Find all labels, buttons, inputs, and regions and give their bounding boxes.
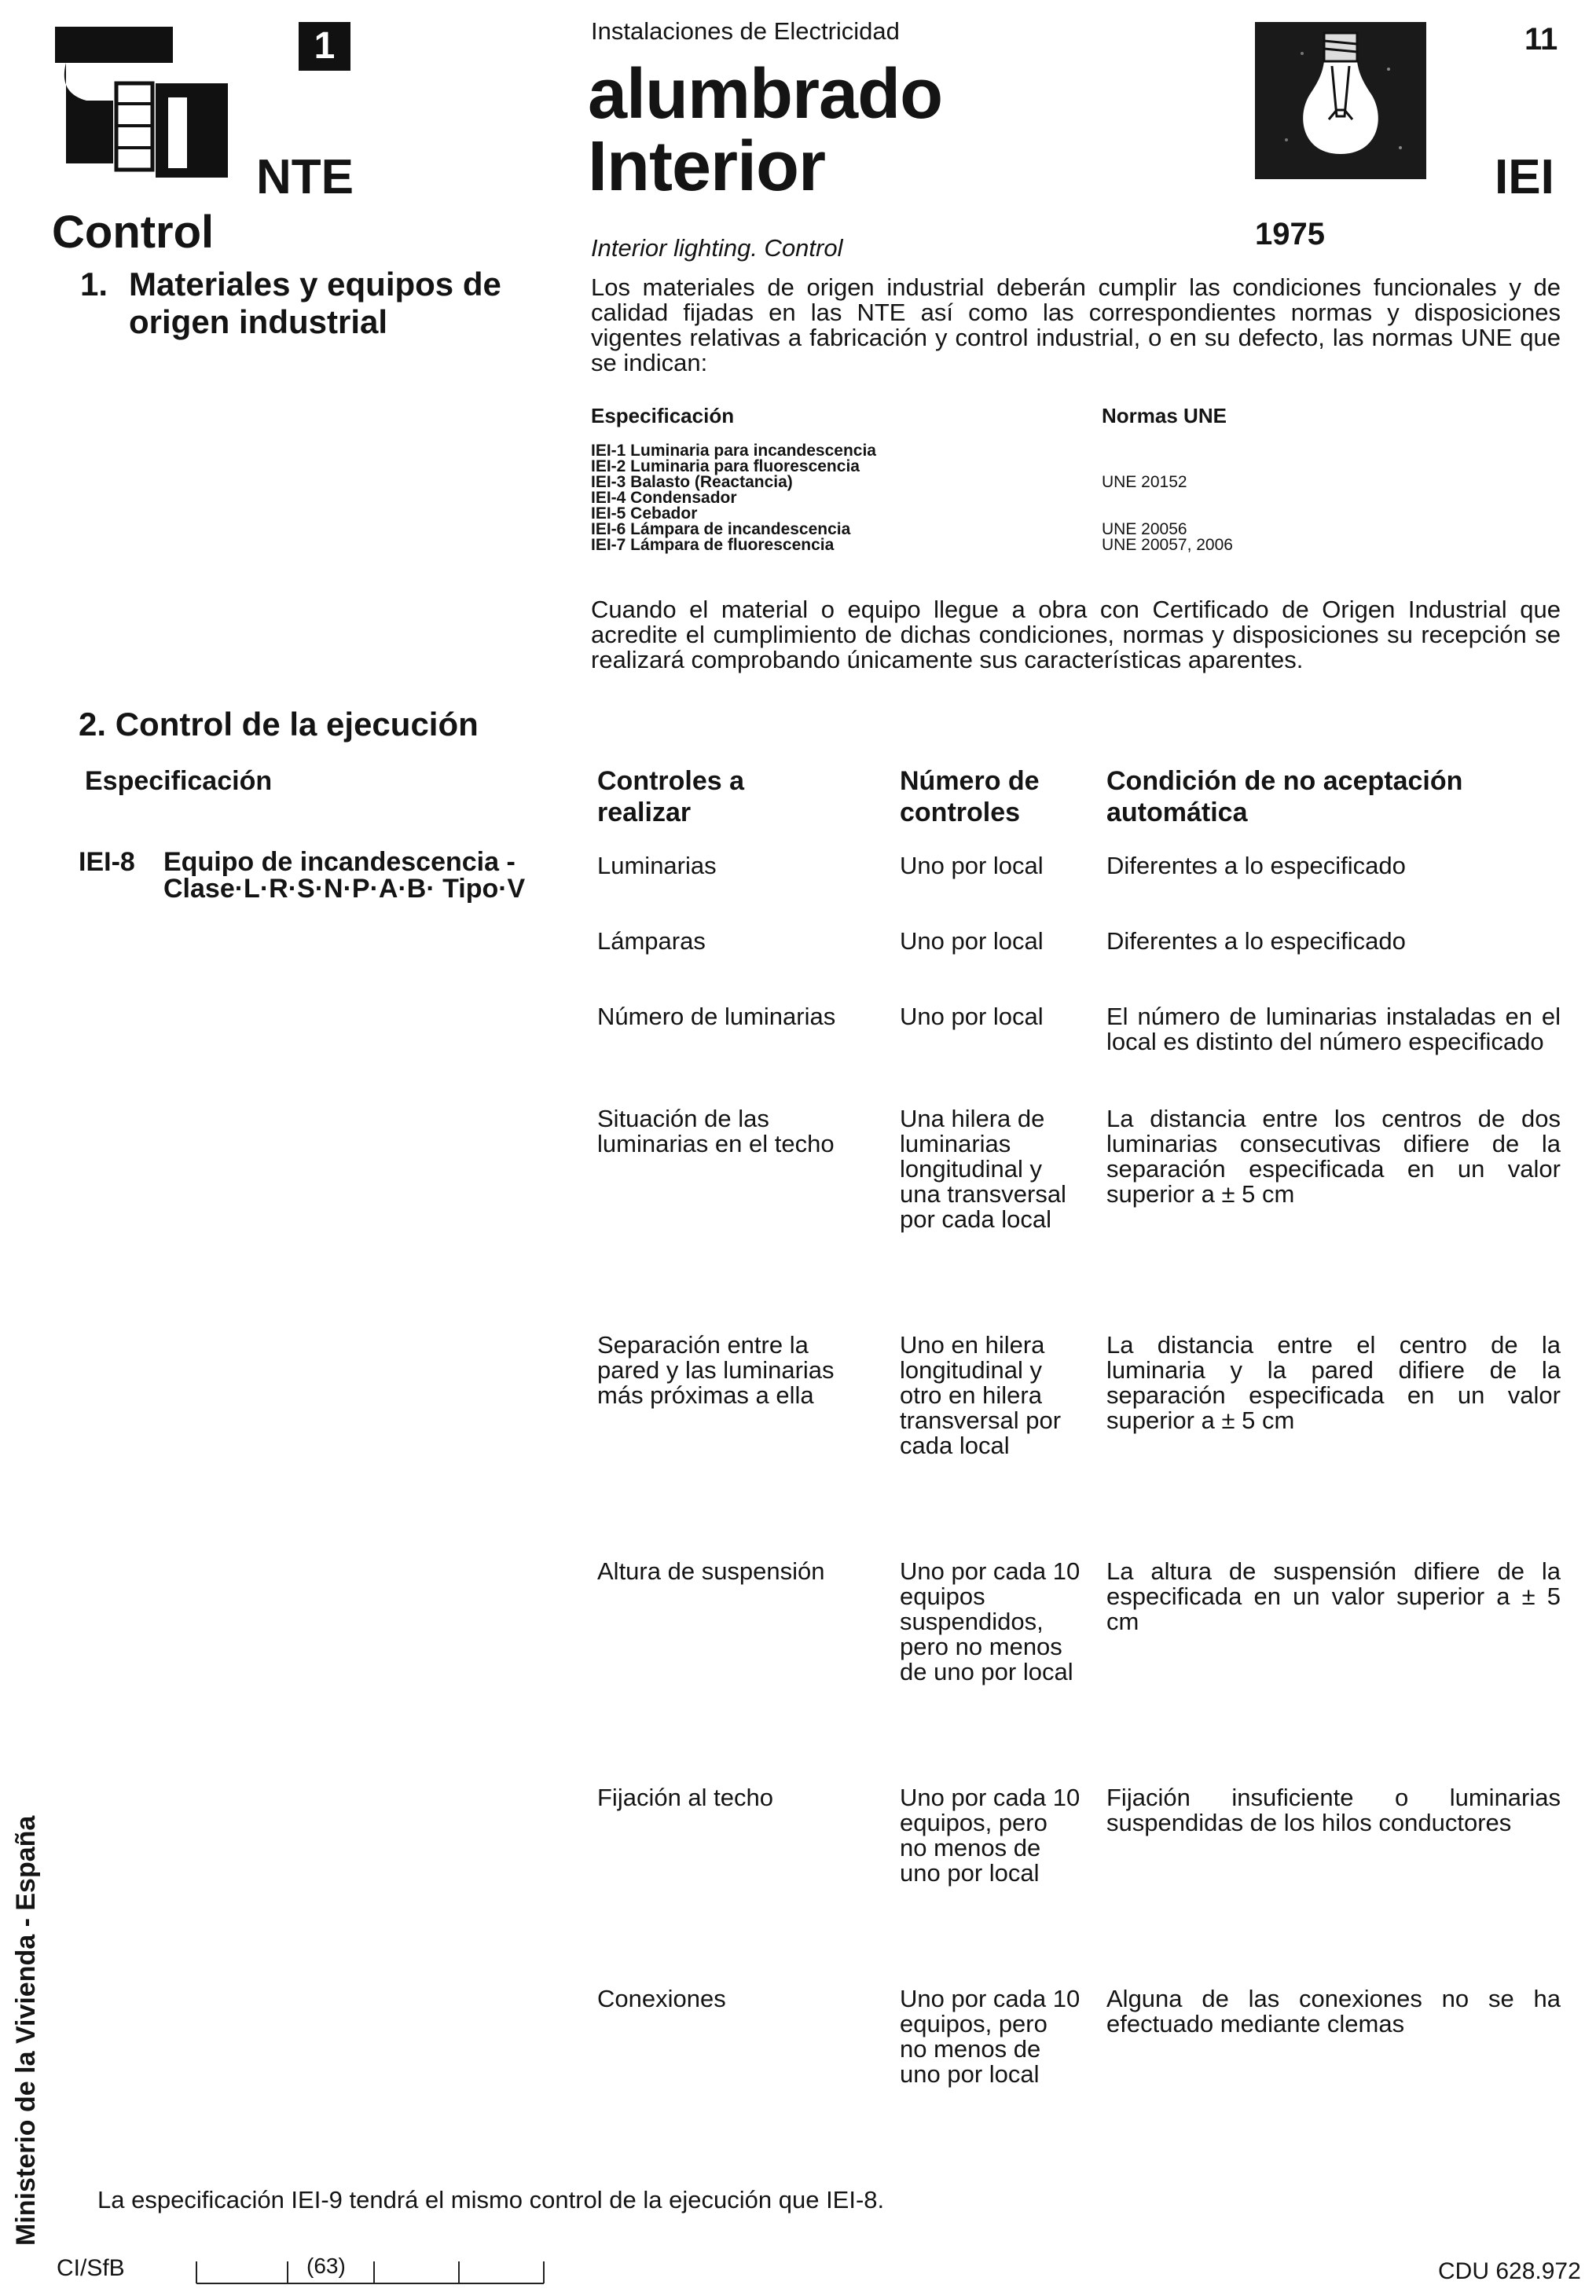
spec-item: IEI-1 Luminaria para incandescencia: [591, 442, 876, 460]
section2-title: Control de la ejecución: [115, 706, 479, 743]
section1-number: 1.: [80, 266, 108, 303]
page-number: 11: [1524, 22, 1558, 57]
spec-description: Equipo de incandescencia -Clase·L·R·S·N·P·A·B· Tipo·V: [163, 847, 526, 904]
row-condition: Diferentes a lo especificado: [1106, 927, 1406, 955]
spec-item: IEI-4 Condensador: [591, 489, 737, 507]
document-code: IEI: [1495, 150, 1554, 204]
spec-list: [591, 443, 1094, 553]
une-item: [1102, 506, 1416, 522]
row-condition: El número de luminarias instaladas en el local es distinto del número especificado: [1106, 1003, 1561, 1055]
spec-header: Especificación: [591, 404, 735, 427]
row-number: Uno en hilera longitudinal y otro en hilera transversal por cada local: [900, 1331, 1062, 1459]
une-item: UNE 20152: [1102, 473, 1187, 491]
cdu-code: CDU 628.972: [1438, 2258, 1581, 2284]
section1-title: Materiales y equipos de origen industrial: [129, 266, 501, 340]
section2-number: 2.: [79, 706, 107, 743]
row-number: Una hilera de luminarias longitudinal y una transversal por cada local: [900, 1105, 1066, 1233]
publication-year: 1975: [1255, 217, 1325, 251]
row-condition: La distancia entre los centros de dos luminarias consecutivas difiere de la separación especificada en un valor superior a ± 5 cm: [1106, 1105, 1561, 1208]
ministry-label: Ministerio de la Vivienda - España: [11, 1815, 41, 2246]
page-title: [588, 55, 943, 206]
nte-label: NTE: [256, 150, 354, 204]
title-line-2: Interior: [588, 127, 826, 206]
row-condition: Fijación insuficiente o luminarias suspendidas de los hilos conductores: [1106, 1784, 1561, 1836]
row-number: Uno por cada 10 equipos, pero no menos de uno por local: [900, 1985, 1081, 2088]
spec-iei8: [79, 849, 550, 902]
row-control: Separación entre la pared y las luminarias más próximas a ella: [597, 1331, 835, 1409]
light-bulb-icon: [1255, 22, 1426, 179]
row-control: Situación de las luminarias en el techo: [597, 1105, 835, 1157]
title-line-1: alumbrado: [588, 55, 943, 134]
une-item: [1102, 490, 1416, 506]
row-control: Conexiones: [597, 1985, 726, 2012]
spec-item: IEI-7 Lámpara de fluorescencia: [591, 536, 835, 554]
spec-code: IEI-8: [79, 847, 135, 877]
row-number: Uno por cada 10 equipos, pero no menos de uno por local: [900, 1784, 1081, 1887]
cisfb-value: (63): [306, 2254, 346, 2278]
row-condition: Alguna de las conexiones no se ha efectuado mediante clemas: [1106, 1985, 1561, 2037]
row-control: Altura de suspensión: [597, 1557, 825, 1585]
une-list: [1102, 443, 1416, 553]
row-condition: Diferentes a lo especificado: [1106, 852, 1406, 879]
cisfb-label: CI/SfB: [57, 2255, 125, 2281]
col-header-number: Número de controles: [900, 766, 1040, 827]
spec-item: IEI-2 Luminaria para fluorescencia: [591, 457, 860, 475]
section2-heading: [79, 706, 479, 743]
footnote: La especificación IEI-9 tendrá el mismo control de la ejecución que IEI-8.: [97, 2186, 885, 2213]
spec-item: IEI-5 Cebador: [591, 504, 698, 523]
spec-item: IEI-3 Balasto (Reactancia): [591, 473, 793, 491]
une-item: [1102, 443, 1416, 459]
clamp-logo-icon: [50, 22, 231, 179]
une-header: Normas UNE: [1102, 404, 1227, 427]
row-number: Uno por local: [900, 1003, 1044, 1030]
row-number: Uno por local: [900, 852, 1044, 879]
row-control: Lámparas: [597, 927, 706, 955]
row-condition: La altura de suspensión difiere de la especificada en un valor superior a ± 5 cm: [1106, 1557, 1561, 1635]
une-item: UNE 20056: [1102, 520, 1187, 538]
col-header-spec: Especificación: [85, 766, 273, 796]
certificate-text: Cuando el material o equipo llegue a obra con Certificado de Origen Industrial que acredite el cumplimiento de dichas condiciones, normas y disposiciones su recepción se realizará comprobando únicamente sus características aparentes.: [591, 596, 1561, 673]
control-title: Control: [52, 207, 215, 258]
col-header-condition: Condición de no aceptación automática: [1106, 766, 1463, 827]
row-control: Número de luminarias: [597, 1003, 836, 1030]
spec-item: IEI-6 Lámpara de incandescencia: [591, 520, 851, 538]
section1-heading: [80, 266, 549, 341]
category-kicker: Instalaciones de Electricidad: [591, 17, 900, 45]
une-item: [1102, 459, 1416, 475]
col-header-controls: Controles a realizar: [597, 766, 745, 827]
page-subtitle: Interior lighting. Control: [591, 234, 843, 262]
row-condition: La distancia entre el centro de la luminaria y la pared difiere de la separación especificada en un valor superior a ± 5 cm: [1106, 1331, 1561, 1434]
row-control: Fijación al techo: [597, 1784, 774, 1811]
row-control: Luminarias: [597, 852, 717, 879]
materials-intro: Los materiales de origen industrial deberán cumplir las condiciones funcionales y de calidad fijadas en las NTE así como las correspondientes normas y disposiciones vigentes relativas a fabricación y control industrial, o en su defecto, las normas UNE que se indican:: [591, 273, 1561, 376]
cisfb-grid: [195, 2254, 545, 2285]
une-item: UNE 20057, 2006: [1102, 536, 1233, 554]
row-number: Uno por cada 10 equipos suspendidos, pero no menos de uno por local: [900, 1557, 1081, 1685]
section-badge: 1: [299, 22, 350, 71]
row-number: Uno por local: [900, 927, 1044, 955]
